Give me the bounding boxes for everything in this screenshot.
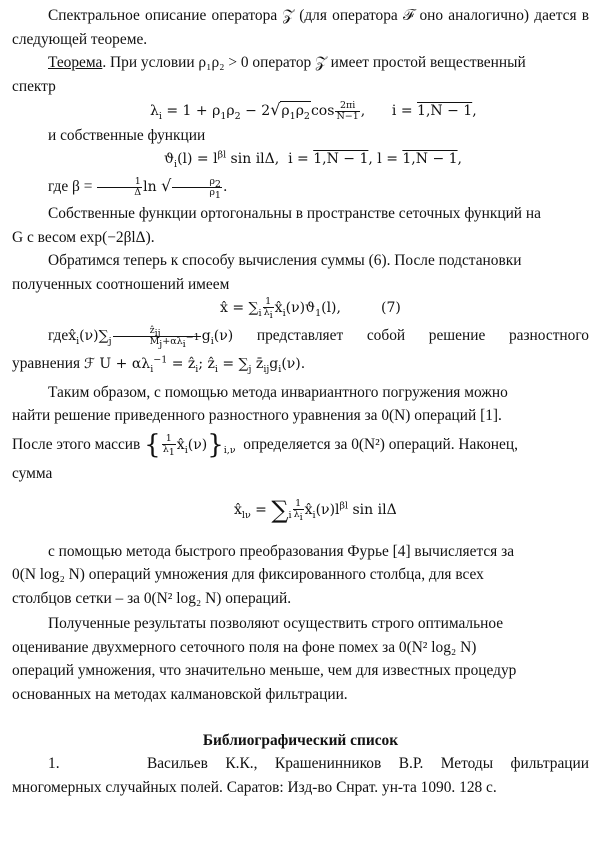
paragraph-results: Полученные результаты позволяют осуществить строго оптимальное	[48, 615, 504, 633]
bibliography-item-1: 1. Васильев К.К., Крашенинников В.Р. Методы фильтрации	[48, 755, 589, 773]
difference-equation: уравнения ℱ $U + \alpha\lambda_i^{-1}$ = ẑ$_i$; ẑ$_i$ = $\sum_j$ $z̄_{ij}g_i(\nu)$.	[12, 354, 306, 375]
theorem-text: . При условии ρ₁ρ₂ > 0 оператор 𝒵 имеет простой вещественный	[102, 54, 526, 72]
sum-word: сумма	[12, 464, 53, 482]
bibliography-heading: Библиографический список	[202, 731, 399, 749]
array-definition-line: После этого массив { $\frac{1}{\lambda_1}$ $x̂_i(\nu)\}_{i,\nu}$ определяется за 0(N²) операций. Наконец,	[12, 429, 518, 460]
paragraph-theorem	[12, 51, 589, 75]
results-line2: оценивание двухмерного сеточного поля на фоне помех за 0(N² log₂ N)	[12, 638, 477, 656]
fft-line3: столбцов сетки – за 0(N² log₂ N) операций.	[12, 589, 292, 607]
results-line4: основанных на методах калмановской фильтрации.	[12, 686, 348, 704]
paragraph-xi-definition: $гдеx̂_i(\nu)\sum_j$ $\frac{ẑ_{ij}}{M_j+\alpha\lambda_i^{-1}}$ $g_i(\nu)$ представляет собой решение разностного	[48, 324, 589, 350]
equation-7-number: (7)	[381, 299, 401, 316]
beta-definition: где β = $\frac{1}{\Delta}$ ln √ $\frac{\rho_2}{\rho_1}$ .	[48, 175, 228, 201]
paragraph-orthogonality: Собственные функции ортогональны в пространстве сеточных функций на	[48, 205, 541, 223]
paragraph-invariant-embedding: Таким образом, с помощью метода инвариантного погружения можно	[48, 383, 508, 401]
sum-calc-line2: полученных соотношений имеем	[12, 275, 230, 293]
theorem-label: Теорема	[48, 54, 103, 72]
paragraph-spectral-intro: Спектральное описание оператора 𝒵 (для оператора ℱ оно аналогично) дается в следующей теореме.	[12, 7, 589, 48]
eigenvalue-equation: $\lambda_i = 1 + \rho_1\rho_2 - 2√\rho_1\rho_2\cos$ $\frac{2\pi i}{N-1}$ , i = 1,N − 1,	[150, 99, 477, 123]
spacer	[12, 707, 589, 729]
equation-7: x̂ = $\sum_i$ $\frac{1}{\lambda_i}$ $x̂_i(\nu)ϑ_1(l)$, (7)	[220, 296, 401, 321]
invariant-embedding-line2: найти решение приведенного разностного уравнения за 0(N) операций [1].	[12, 407, 502, 425]
fft-line2: 0(N log₂ N) операций умножения для фиксированного столбца, для всех	[12, 566, 484, 584]
eigenfunctions-intro: и собственные функции	[48, 126, 206, 144]
orthogonality-weight: G с весом exp(−2βlΔ).	[12, 228, 155, 246]
paragraph-fft: с помощью метода быстрого преобразования Фурье [4] вычисляется за	[48, 542, 515, 560]
results-line3: операций умножения, что значительно меньше, чем для известных процедур	[12, 662, 517, 680]
sum-equation: $x̂_{l\nu} = \sum_i$ $\frac{1}{\lambda_i}$ $x̂_i(\nu)l^{\beta l}$ sin ilΔ	[234, 495, 397, 524]
eigenfunction-equation: $ϑ_i(l) = l^{\beta l}$ sin ilΔ, i = 1,N − 1, l = 1,N − 1,	[164, 148, 462, 170]
bibliography-item-1-line2: многомерных случайных полей. Саратов: Изд-во Снрат. ун-та 1090. 128 с.	[12, 778, 497, 796]
theorem-spectrum-word: спектр	[12, 77, 56, 95]
paragraph-sum-calc: Обратимся теперь к способу вычисления суммы (6). После подстановки	[48, 252, 522, 270]
